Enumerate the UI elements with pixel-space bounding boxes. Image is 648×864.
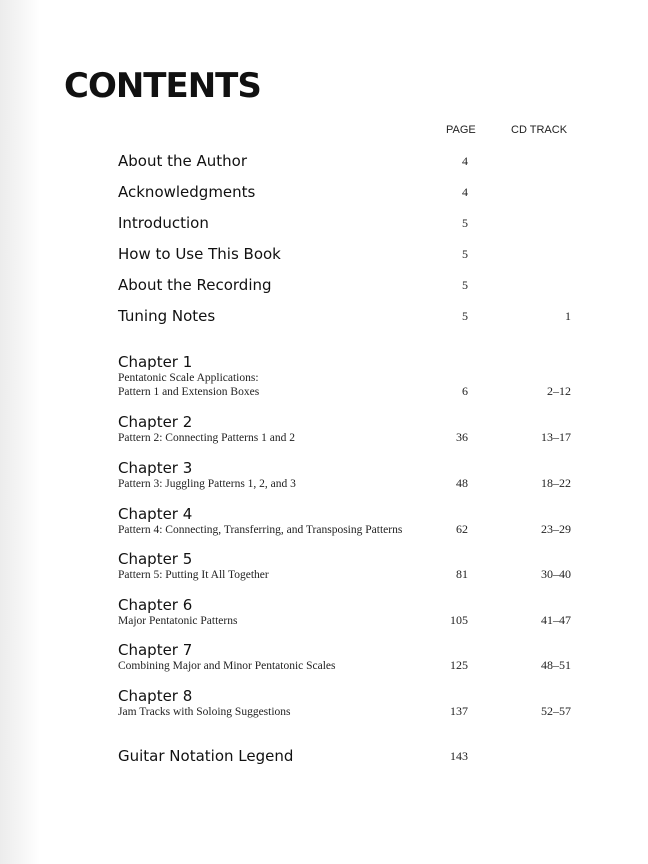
toc-entry-chapter-6[interactable]	[118, 596, 588, 628]
chapter-subtitle-line: Combining Major and Minor Pentatonic Scales	[118, 660, 336, 672]
toc-cd-track: 18–22	[541, 476, 571, 490]
toc-entry-chapter-8[interactable]	[118, 687, 588, 719]
toc-entry-about-recording[interactable]	[118, 276, 588, 294]
toc-entry-label: Introduction	[118, 214, 209, 232]
chapter-subtitle-line: Pattern 4: Connecting, Transferring, and Transposing Patterns	[118, 524, 403, 536]
toc-page-number: 5	[462, 247, 468, 261]
toc-page-number: 36	[456, 430, 468, 444]
toc-page-number: 125	[450, 658, 468, 672]
toc-entry-label: Acknowledgments	[118, 183, 256, 201]
toc-entry-label: About the Recording	[118, 276, 272, 294]
toc-page-number: 62	[456, 522, 468, 536]
chapter-heading: Chapter 6	[118, 596, 193, 614]
toc-page-number: 143	[450, 749, 468, 763]
page-edge-shadow	[0, 0, 40, 864]
chapter-subtitle-line: Major Pentatonic Patterns	[118, 615, 238, 627]
chapter-heading: Chapter 8	[118, 687, 193, 705]
page-title: CONTENTS	[64, 66, 261, 106]
chapter-heading: Chapter 7	[118, 641, 193, 659]
toc-entry-how-to-use[interactable]	[118, 245, 588, 263]
page-column-header: PAGE	[446, 124, 476, 136]
chapter-heading: Chapter 5	[118, 550, 193, 568]
toc-entry-acknowledgments[interactable]	[118, 183, 588, 201]
toc-entry-chapter-2[interactable]	[118, 413, 588, 445]
toc-page-number: 137	[450, 704, 468, 718]
toc-page-number: 48	[456, 476, 468, 490]
chapter-subtitle-line: Pattern 3: Juggling Patterns 1, 2, and 3	[118, 478, 296, 490]
toc-entry-chapter-1[interactable]	[118, 353, 588, 399]
toc-entry-chapter-3[interactable]	[118, 459, 588, 491]
toc-entry-chapter-5[interactable]	[118, 550, 588, 582]
toc-page-number: 5	[462, 216, 468, 230]
chapter-heading: Chapter 2	[118, 413, 193, 431]
toc-page-number: 81	[456, 567, 468, 581]
chapter-subtitle-line: Pattern 1 and Extension Boxes	[118, 386, 260, 398]
toc-entry-label: About the Author	[118, 152, 248, 170]
toc-entry-label: Guitar Notation Legend	[118, 747, 294, 765]
toc-cd-track: 13–17	[541, 430, 571, 444]
toc-cd-track: 52–57	[541, 704, 571, 718]
toc-page-number: 5	[462, 278, 468, 292]
chapter-heading: Chapter 3	[118, 459, 193, 477]
cd-track-column-header: CD TRACK	[511, 124, 568, 136]
toc-cd-track: 1	[565, 309, 571, 323]
toc-cd-track: 48–51	[541, 658, 571, 672]
toc-entry-label: How to Use This Book	[118, 245, 281, 263]
toc-page-number: 6	[462, 384, 468, 398]
chapter-subtitle-line: Pentatonic Scale Applications:	[118, 372, 259, 384]
toc-page-number: 4	[462, 154, 468, 168]
toc-entry-tuning-notes[interactable]	[118, 307, 588, 325]
toc-cd-track: 2–12	[547, 384, 571, 398]
chapter-subtitle-line: Pattern 5: Putting It All Together	[118, 569, 269, 581]
toc-entry-introduction[interactable]	[118, 214, 588, 232]
chapter-heading: Chapter 1	[118, 353, 193, 371]
chapter-heading: Chapter 4	[118, 505, 193, 523]
toc-cd-track: 41–47	[541, 613, 571, 627]
chapter-subtitle-line: Pattern 2: Connecting Patterns 1 and 2	[118, 432, 295, 444]
toc-entry-about-author[interactable]	[118, 152, 588, 170]
toc-cd-track: 23–29	[541, 522, 571, 536]
chapter-subtitle-line: Jam Tracks with Soloing Suggestions	[118, 706, 291, 718]
toc-page-number: 5	[462, 309, 468, 323]
toc-entry-chapter-4[interactable]	[118, 505, 588, 537]
toc-cd-track: 30–40	[541, 567, 571, 581]
toc-page-number: 4	[462, 185, 468, 199]
toc-entry-label: Tuning Notes	[118, 307, 216, 325]
toc-entry-chapter-7[interactable]	[118, 641, 588, 673]
toc-entry-notation-legend[interactable]	[118, 747, 588, 765]
toc-page-number: 105	[450, 613, 468, 627]
